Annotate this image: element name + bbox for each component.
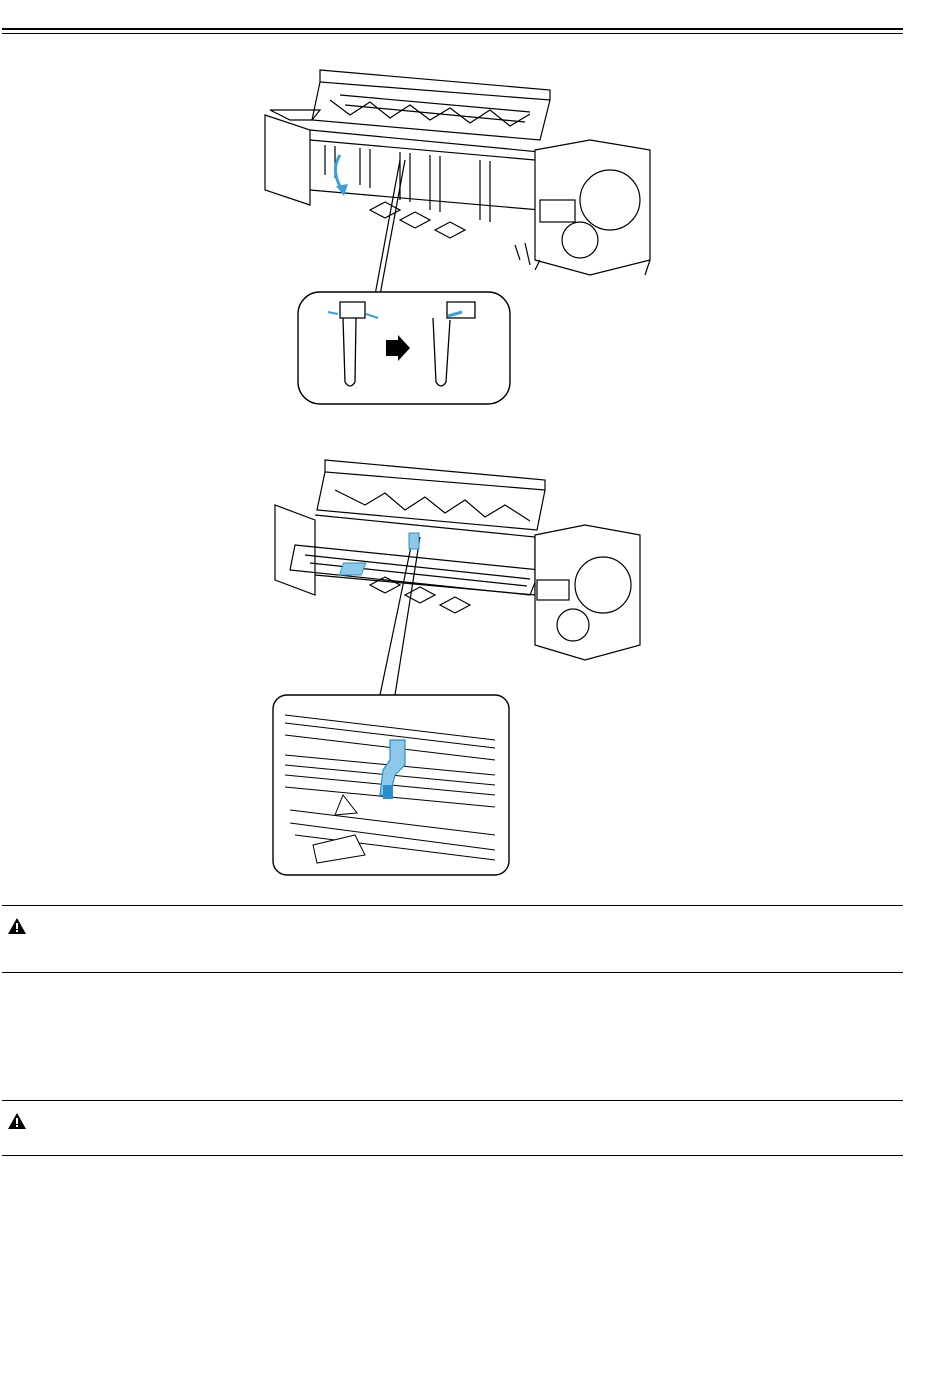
printer-figure-1 bbox=[250, 60, 670, 410]
printer-figure-2 bbox=[265, 455, 685, 885]
printer-illustration-2 bbox=[265, 455, 685, 885]
caution-rule-top-2 bbox=[2, 1100, 903, 1101]
warning-triangle-icon bbox=[8, 1113, 26, 1129]
header-rule-thin bbox=[2, 33, 903, 34]
caution-rule-bottom-2 bbox=[2, 1155, 903, 1156]
caution-rule-top-1 bbox=[2, 905, 903, 906]
caution-rule-bottom-1 bbox=[2, 972, 903, 973]
header-rule bbox=[2, 28, 903, 30]
printer-illustration-1 bbox=[250, 60, 670, 410]
warning-triangle-icon bbox=[8, 918, 26, 934]
